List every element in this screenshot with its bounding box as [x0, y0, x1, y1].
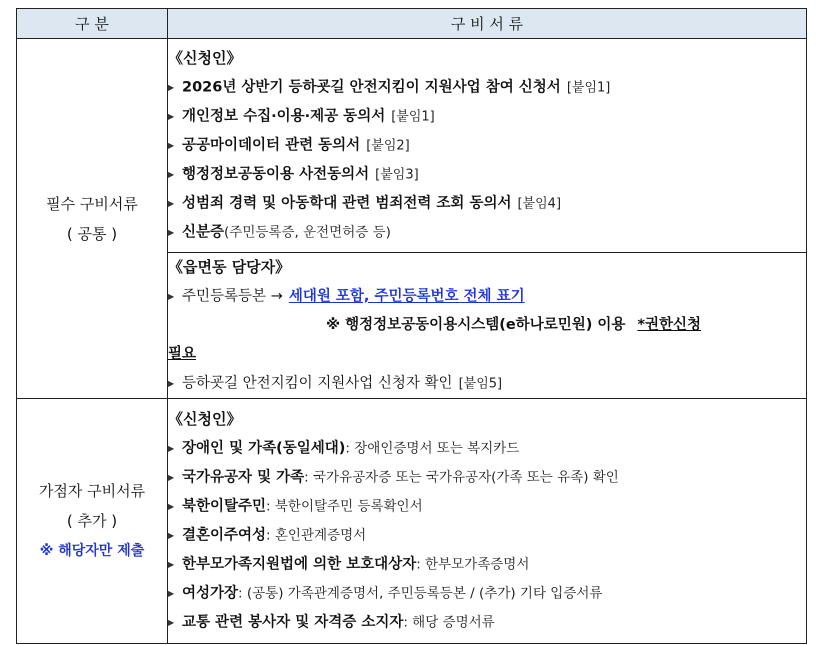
triangle-right-icon: ▶ — [168, 228, 175, 237]
list-item — [168, 492, 806, 521]
category-required — [17, 39, 168, 399]
triangle-right-icon: ▶ — [168, 112, 175, 121]
list-item — [168, 550, 806, 579]
list-item — [168, 160, 806, 189]
category-bonus — [17, 399, 168, 644]
resident-register-link[interactable]: 세대원 포함, 주민등록번호 전체 표기 — [288, 288, 525, 305]
section-title-applicant: 《신청인》 — [168, 49, 242, 67]
item-label: 북한이탈주민 — [182, 498, 267, 515]
item-detail: : 국가유공자증 또는 국가유공자(가족 또는 유족) 확인 — [304, 469, 619, 486]
item-label: 국가유공자 및 가족 — [182, 469, 305, 486]
list-item — [168, 131, 806, 160]
triangle-right-icon: ▶ — [168, 618, 175, 627]
section-title-official: 《읍면동 담당자》 — [168, 258, 291, 276]
bonus-docs-cell — [168, 399, 807, 644]
item-detail: (주민등록증, 운전면허증 등) — [224, 224, 391, 241]
triangle-right-icon: ▶ — [168, 531, 175, 540]
triangle-right-icon: ▶ — [168, 141, 175, 150]
note-permission: *권한신청 — [637, 317, 702, 333]
item-detail: : 혼인관계증명서 — [266, 527, 367, 544]
system-note — [168, 311, 806, 340]
triangle-right-icon: ▶ — [168, 83, 175, 92]
category-required-title: 필수 구비서류 — [46, 194, 138, 213]
attachment-ref: [붙임1] — [566, 80, 611, 96]
category-bonus-title: 가점자 구비서류 — [38, 482, 146, 500]
item-detail: : 해당 증명서류 — [403, 614, 495, 631]
header-category-label: 구 분 — [75, 15, 109, 33]
header-category — [17, 9, 168, 39]
item-label: 교통 관련 봉사자 및 자격증 소지자 — [182, 614, 404, 631]
item-label: 결혼이주여성 — [182, 527, 267, 544]
list-item — [168, 608, 806, 637]
category-bonus-note: ※ 해당자만 제출 — [39, 543, 145, 559]
category-bonus-subtitle: ( 추가 ) — [66, 512, 118, 530]
list-item — [168, 521, 806, 550]
table-header-row — [17, 9, 807, 39]
header-documents-label: 구 비 서 류 — [450, 15, 524, 33]
item-detail: : (공통) 가족관계증명서, 주민등록등본 / (추가) 기타 입증서류 — [238, 585, 603, 602]
triangle-right-icon: ▶ — [168, 444, 175, 453]
required-documents-table — [16, 8, 807, 644]
note-text: ※ 행정정보공동이용시스템(e하나로민원) 이용 — [326, 317, 626, 333]
attachment-ref: [붙임5] — [458, 376, 503, 392]
item-label: 2026년 상반기 등하굣길 안전지킴이 지원사업 참여 신청서 — [182, 79, 561, 96]
triangle-right-icon: ▶ — [168, 560, 175, 569]
item-detail: : 한부모가족증명서 — [416, 556, 530, 573]
attachment-ref: [붙임3] — [375, 167, 419, 183]
item-label: 장애인 및 가족(동일세대) — [182, 440, 346, 457]
triangle-right-icon: ▶ — [168, 589, 175, 598]
triangle-right-icon: ▶ — [168, 292, 175, 301]
list-item — [168, 282, 806, 311]
table-row-required — [17, 39, 807, 253]
list-item — [168, 579, 806, 608]
triangle-right-icon: ▶ — [168, 170, 175, 179]
triangle-right-icon: ▶ — [168, 473, 175, 482]
item-label: 한부모가족지원법에 의한 보호대상자 — [182, 556, 417, 573]
item-detail: : 북한이탈주민 등록확인서 — [266, 498, 423, 515]
item-label: 성범죄 경력 및 아동학대 관련 범죄전력 조회 동의서 — [182, 195, 512, 212]
official-docs-cell — [168, 253, 807, 399]
item-label: 신분증 — [182, 224, 225, 241]
triangle-right-icon: ▶ — [168, 379, 175, 388]
item-detail: : 장애인증명서 또는 복지카드 — [345, 440, 520, 457]
list-item — [168, 463, 806, 492]
category-required-subtitle: ( 공통 ) — [66, 224, 118, 243]
item-label: 개인정보 수집·이용·제공 동의서 — [182, 108, 386, 125]
table-row-bonus — [17, 399, 807, 644]
section-title-applicant: 《신청인》 — [168, 410, 242, 428]
list-item — [168, 434, 806, 463]
item-label: 여성가장 — [182, 585, 239, 602]
item-label: 주민등록등본 → — [182, 288, 283, 305]
header-documents — [168, 9, 807, 39]
list-item — [168, 73, 806, 102]
triangle-right-icon: ▶ — [168, 199, 175, 208]
applicant-docs-cell — [168, 39, 807, 253]
item-label: 행정정보공동이용 사전동의서 — [182, 166, 370, 183]
attachment-ref: [붙임1] — [391, 109, 435, 125]
item-label: 공공마이데이터 관련 동의서 — [182, 137, 361, 154]
list-item — [168, 369, 806, 398]
attachment-ref: [붙임2] — [366, 138, 410, 154]
list-item — [168, 102, 806, 131]
triangle-right-icon: ▶ — [168, 502, 175, 511]
attachment-ref: [붙임4] — [517, 196, 562, 212]
list-item — [168, 189, 806, 218]
note-continuation: 필요 — [168, 346, 197, 362]
list-item — [168, 218, 806, 247]
item-label: 등하굣길 안전지킴이 지원사업 신청자 확인 — [182, 375, 453, 392]
